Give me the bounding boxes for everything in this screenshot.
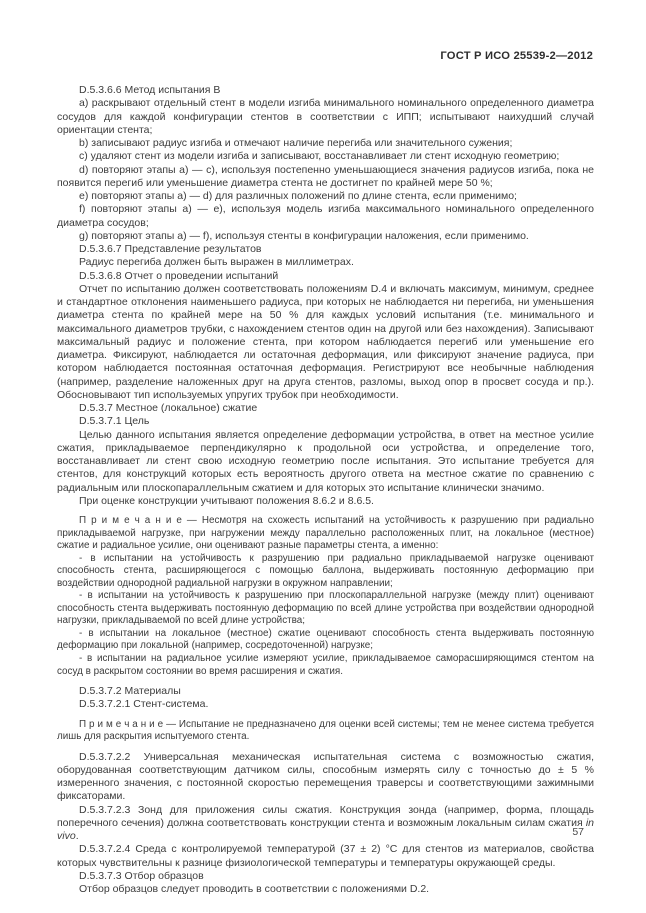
paragraph: D.5.3.6.7 Представление результатов <box>79 243 262 255</box>
paragraph: c) удаляют стент из модели изгиба и записывают, восстанавливает ли стент исходную геометрию; <box>79 150 560 163</box>
paragraph: При оценке конструкции учитывают положения 8.6.2 и 8.6.5. <box>79 494 374 507</box>
doc-standard-number: ГОСТ Р ИСО 25539-2—2012 <box>440 50 593 62</box>
paragraph: Отчет по испытанию должен соответствовать положениям D.4 и включать максимум, минимум, среднее и стандартное отклонения наименьшего радиуса, при которых не наблюдается ни перегиба, ни уменьшения диаметра стента по крайней мере на 50 % для каждых условий испытания (т.е. минимального и максимального диаметров трубки, с нахождением стентов один на другой или без нахождения). Записывают максимальный радиус и положение стента, при котором наблюдается перегиб или уменьшение его диаметра. Фиксируют, наблюдается ли остаточная деформация, или фиксируют значение радиуса, при котором наблюдается постоянная остаточная деформация. Регистрируют все необычные наблюдения (например, разделение наложенных друг на друга стентов, разломы, выход опор в просвет сосуда и пр.). Обосновывают тип используемых упругих трубок при необходимости. <box>57 282 594 401</box>
paragraph: D.5.3.7.2.4 Среда с контролируемой температурой (37 ± 2) °С для стентов из материалов, свойства которых чувствительны к разнице физиологической температуры и температуры окружающей среды. <box>57 843 594 869</box>
note-paragraph: - в испытании на локальное (местное) сжатие оценивают способность стента выдерживать постоянную деформацию при локальной (например, сосредоточенной) нагрузке; <box>57 627 594 652</box>
page-number: 57 <box>572 826 584 838</box>
paragraph: D.5.3.6.8 Отчет о проведении испытаний <box>79 269 279 282</box>
paragraph: f) повторяют этапы a) — e), используя модель изгиба максимального номинального определенного диаметра сосудов; <box>57 203 594 229</box>
paragraph: D.5.3.7.2.1 Стент-система. <box>79 698 209 711</box>
paragraph: e) повторяют этапы a) — d) для различных положений по длине стента, если применимо; <box>79 190 517 202</box>
paragraph: g) повторяют этапы a) — f), используя стенты в конфигурации наложения, если применимо. <box>79 229 529 242</box>
paragraph: D.5.3.7.3 Отбор образцов <box>79 869 204 882</box>
paragraph: b) записывают радиус изгиба и отмечают наличие перегиба или значительного сужения; <box>79 137 513 149</box>
paragraph: Отбор образцов следует проводить в соответствии с положениями D.2. <box>79 883 430 896</box>
note-paragraph: П р и м е ч а н и е — Несмотря на схожесть испытаний на устойчивость к разрушению при радиально прикладываемой нагрузке, при нагружении между параллельно расположенных плит, на локальное (местное) сжатие и радиальное усилие, они оценивают разные параметры стента, а именно: <box>57 515 594 552</box>
note-paragraph: - в испытании на устойчивость к разрушению при плоскопараллельной нагрузке (между плит) оценивают способность стента выдерживать постоянную деформацию по всей длине устройства при воздействии однородной нагрузки, прикладываемой по всей длине устройства; <box>57 590 594 627</box>
paragraph: Целью данного испытания является определение деформации устройства, в ответ на местное усилие сжатия, прикладываемое перпендикулярно к продольной оси устройства, и определение того, восстанавливает ли стент свою исходную геометрию после испытания. Это испытание требуется для стентов, для конструкций которых есть вероятность другого ответа на местное сжатие по сравнению с радиальным или плоскопараллельным сжатием и для которых это испытание клинически значимо. <box>57 428 594 494</box>
paragraph: D.5.3.7.2.3 Зонд для приложения силы сжатия. Конструкция зонда (например, форма, площадь поперечного сечения) должна соответствовать конструкции стента и возможным локальным силам сжатия in vivo. <box>57 803 594 843</box>
note-paragraph: - в испытании на устойчивость к разрушению при радиально прикладываемой нагрузке оценивают способность стента, расширяющегося с помощью баллона, выдерживать постоянную деформацию при воздействии однородной радиальной нагрузки в окружном направлении; <box>57 552 594 589</box>
paragraph: D.5.3.7.2.2 Универсальная механическая испытательная система с возможностью сжатия, оборудованная соответствующим датчиком силы, способным измерять силу с точностью до ± 5 % измеренного значения, с постоянной скоростью перемещения траверсы и соответствующими зажимными фиксаторами. <box>57 750 594 803</box>
paragraph: D.5.3.7 Местное (локальное) сжатие <box>79 402 258 414</box>
document-body <box>57 84 594 896</box>
paragraph: D.5.3.7.1 Цель <box>79 415 150 428</box>
paragraph: d) повторяют этапы a) — c), используя постепенно уменьшающиеся значения радиусов изгиба, пока не появится перегиб или уменьшение диаметра стента не достигнет по крайней мере 50 %; <box>57 163 594 189</box>
note-paragraph: - в испытании на радиальное усилие измеряют усилие, прикладываемое саморасширяющимся стентом на сосуд в раскрытом состоянии во время расширения и сжатия. <box>57 653 594 677</box>
paragraph: D.5.3.6.6 Метод испытания В <box>79 84 221 96</box>
paragraph: D.5.3.7.2 Материалы <box>79 685 181 698</box>
note-paragraph: П р и м е ч а н и е — Испытание не предназначено для оценки всей системы; тем не менее система требуется лишь для раскрытия испытуемого стента. <box>57 718 594 743</box>
paragraph: а) раскрывают отдельный стент в модели изгиба минимального номинального определенного диаметра сосудов для каждой конфигурации стентов в соответствии с ИПП; испытывают наихудший случай ориентации стента; <box>57 97 594 136</box>
paragraph: Радиус перегиба должен быть выражен в миллиметрах. <box>79 256 354 269</box>
